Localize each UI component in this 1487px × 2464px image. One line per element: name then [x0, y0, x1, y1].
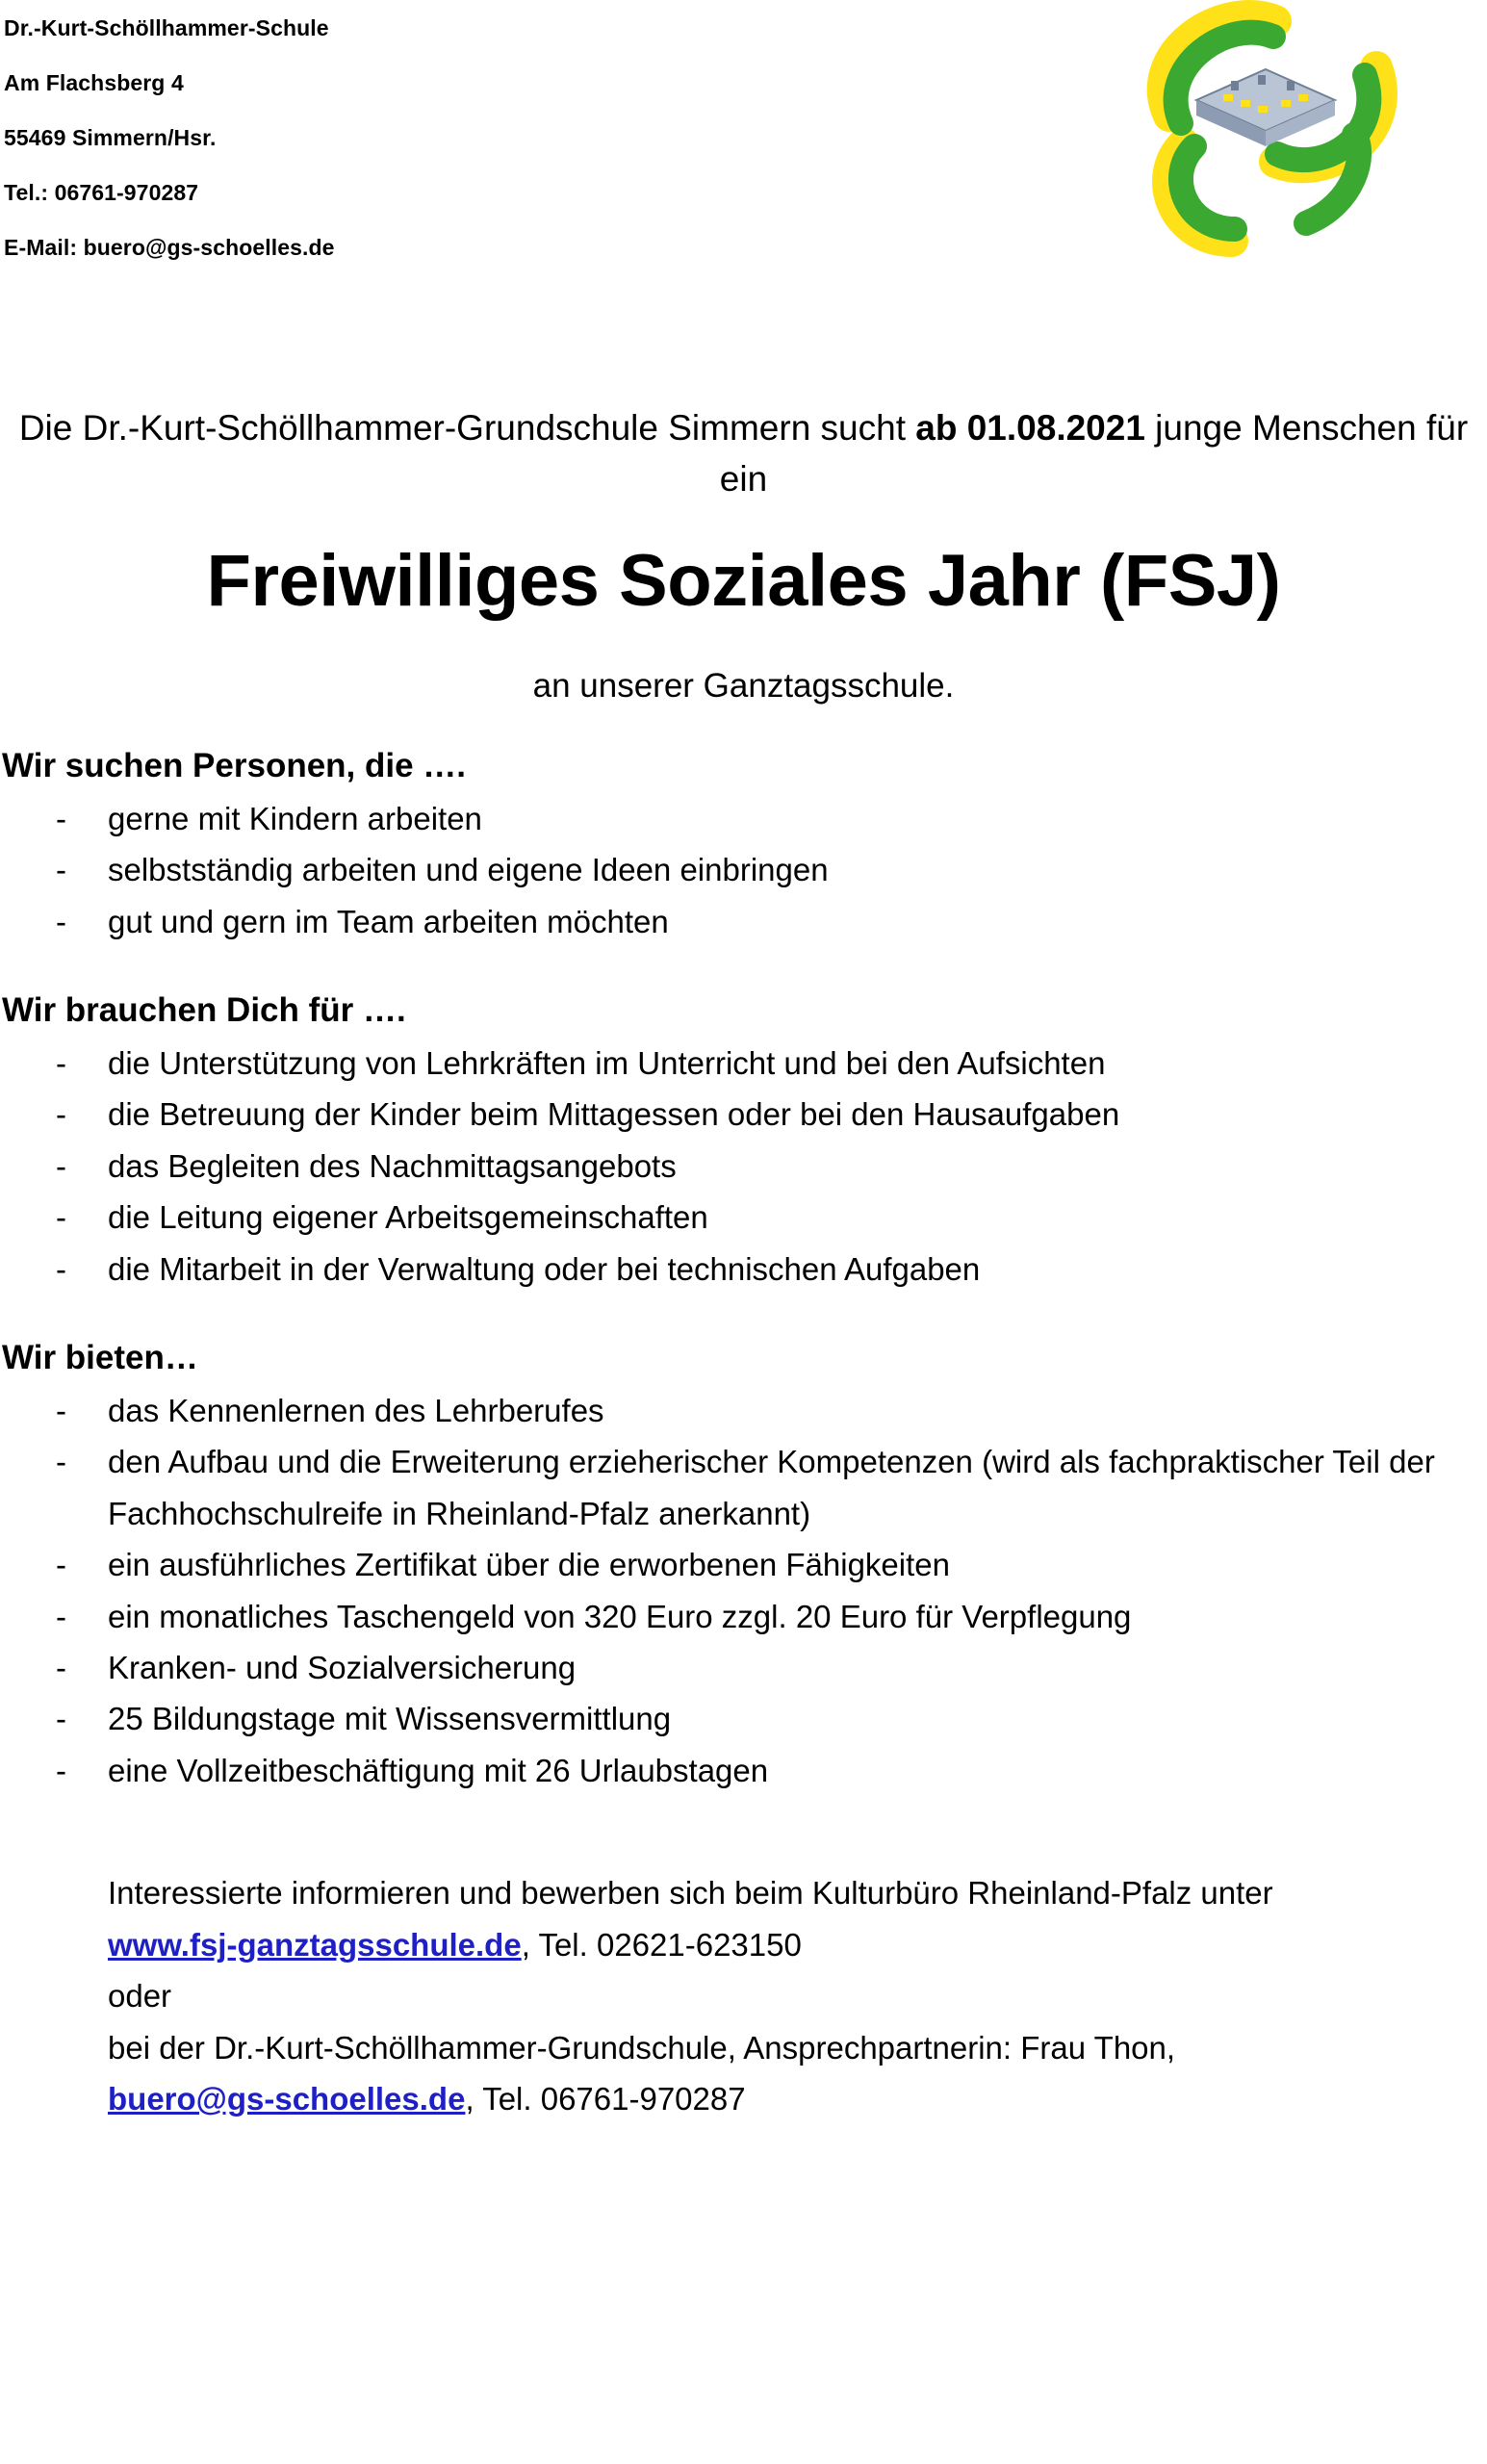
dash-bullet: -: [56, 1752, 66, 1788]
section-heading: Wir bieten…: [2, 1338, 198, 1376]
contact-school-line: bei der Dr.-Kurt-Schöllhammer-Grundschule, Ansprechpartnerin: Frau Thon,: [108, 2029, 1176, 2066]
section-list: [0, 1038, 1487, 1295]
contact-oder: oder: [108, 1978, 172, 2015]
dash-bullet: -: [56, 1199, 66, 1236]
fsj-website-link[interactable]: www.fsj-ganztagsschule.de: [108, 1926, 522, 1963]
section-heading: Wir suchen Personen, die ….: [2, 746, 467, 784]
contact-block: [0, 1867, 1487, 2124]
letterhead-line-phone: Tel.: 06761-970287: [4, 180, 199, 205]
list-item: [0, 1693, 1487, 1744]
section-wir-bieten: [0, 1337, 1487, 1796]
list-item: [0, 1591, 1487, 1642]
list-item-text: eine Vollzeitbeschäftigung mit 26 Urlaubstagen: [108, 1752, 769, 1788]
intro-part-2: junge Menschen für ein: [719, 408, 1469, 499]
letterhead-line-city: 55469 Simmern/Hsr.: [4, 125, 217, 150]
dash-bullet: -: [56, 903, 66, 939]
list-item: [0, 1385, 1487, 1436]
letterhead-line-school: Dr.-Kurt-Schöllhammer-Schule: [4, 15, 329, 40]
fsj-phone-text: , Tel. 02621-623150: [521, 1926, 802, 1963]
dash-bullet: -: [56, 852, 66, 888]
letterhead-line-street: Am Flachsberg 4: [4, 70, 184, 95]
list-item: [0, 1745, 1487, 1796]
list-item: [0, 1038, 1487, 1089]
list-item: [0, 1436, 1487, 1539]
list-item: [0, 1141, 1487, 1192]
list-item: [0, 1089, 1487, 1140]
list-item-text: die Leitung eigener Arbeitsgemeinschaften: [108, 1199, 708, 1236]
list-item-text: gerne mit Kindern arbeiten: [108, 800, 482, 836]
section-wir-suchen: [0, 745, 1487, 947]
dash-bullet: -: [56, 1250, 66, 1287]
list-item-text: das Begleiten des Nachmittagsangebots: [108, 1147, 677, 1184]
intro-part-1: Die Dr.-Kurt-Schöllhammer-Grundschule Simmern sucht: [18, 408, 916, 448]
dash-bullet: -: [56, 1547, 66, 1583]
contact-intro-line: Interessierte informieren und bewerben sich beim Kulturbüro Rheinland-Pfalz unter: [108, 1875, 1273, 1912]
school-phone-text: , Tel. 06761-970287: [465, 2081, 746, 2118]
dash-bullet: -: [56, 1598, 66, 1634]
dash-bullet: -: [56, 800, 66, 836]
school-swirl-logo-icon: [1131, 0, 1400, 279]
list-item-text: Kranken- und Sozialversicherung: [108, 1650, 577, 1685]
dash-bullet: -: [56, 1701, 66, 1737]
list-item: [0, 1642, 1487, 1693]
section-list: [0, 1385, 1487, 1797]
section-list: [0, 793, 1487, 947]
school-email-link[interactable]: buero@gs-schoelles.de: [108, 2081, 466, 2118]
section-heading: Wir brauchen Dich für ….: [2, 990, 406, 1029]
page-subtitle: an unserer Ganztagsschule.: [532, 666, 955, 705]
dash-bullet: -: [56, 1392, 66, 1428]
list-item-text: ein monatliches Taschengeld von 320 Euro zzgl. 20 Euro für Verpflegung: [108, 1598, 1132, 1634]
dash-bullet: -: [56, 1044, 66, 1081]
dash-bullet: -: [56, 1096, 66, 1133]
dash-bullet: -: [56, 1650, 66, 1685]
list-item-text: das Kennenlernen des Lehrberufes: [108, 1392, 604, 1428]
list-item: [0, 896, 1487, 947]
list-item-text: die Mitarbeit in der Verwaltung oder bei technischen Aufgaben: [108, 1250, 981, 1287]
intro-start-date: ab 01.08.2021: [915, 408, 1145, 448]
dash-bullet: -: [56, 1444, 66, 1480]
intro-paragraph: [0, 403, 1487, 504]
list-item: [0, 793, 1487, 844]
contact-link-line-1: [108, 1919, 1487, 1970]
list-item: [0, 1192, 1487, 1243]
list-item-text: den Aufbau und die Erweiterung erzieherischer Kompetenzen (wird als fachpraktischer Teil der Fachhochschulreife in Rheinland-Pfalz anerkannt): [108, 1444, 1435, 1531]
contact-link-line-2: [108, 2073, 1487, 2124]
list-item-text: ein ausführliches Zertifikat über die erworbenen Fähigkeiten: [108, 1547, 950, 1583]
list-item-text: selbstständig arbeiten und eigene Ideen einbringen: [108, 852, 829, 888]
list-item: [0, 844, 1487, 895]
list-item-text: die Unterstützung von Lehrkräften im Unterricht und bei den Aufsichten: [108, 1044, 1106, 1081]
list-item: [0, 1539, 1487, 1590]
building-glyph: [1196, 69, 1335, 146]
list-item-text: 25 Bildungstage mit Wissensvermittlung: [108, 1701, 672, 1737]
list-item: [0, 1244, 1487, 1295]
list-item-text: die Betreuung der Kinder beim Mittagessen oder bei den Hausaufgaben: [108, 1096, 1120, 1133]
list-item-text: gut und gern im Team arbeiten möchten: [108, 903, 669, 939]
letterhead-line-email: E-Mail: buero@gs-schoelles.de: [4, 235, 335, 260]
page-title: Freiwilliges Soziales Jahr (FSJ): [206, 540, 1281, 623]
section-wir-brauchen: [0, 989, 1487, 1295]
dash-bullet: -: [56, 1147, 66, 1184]
